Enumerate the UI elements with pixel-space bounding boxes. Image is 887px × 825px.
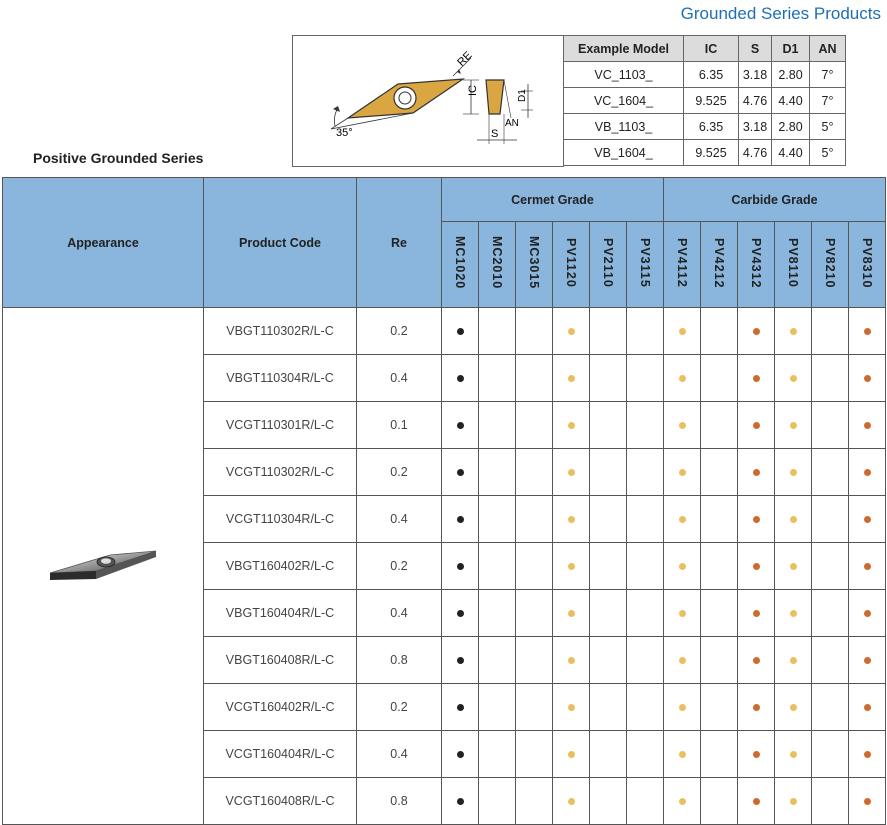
grade-cell [627,637,664,684]
grade-cell [516,731,553,778]
grade-cell [775,731,812,778]
grade-cell [775,637,812,684]
grade-header [701,222,738,308]
gold-dot-icon [790,610,797,617]
grade-label: MC2010 [490,236,504,290]
grade-cell [812,543,849,590]
grade-header [775,222,812,308]
product-code-cell: VCGT160402R/L-C [204,684,357,731]
copper-dot-icon [864,328,871,335]
product-code-cell: VBGT110304R/L-C [204,355,357,402]
appearance-cell [3,308,204,825]
grade-cell [738,449,775,496]
copper-dot-icon [753,469,760,476]
re-cell: 0.8 [357,778,442,825]
insert-dimension-diagram [292,35,564,167]
spec-cell: 4.76 [739,140,772,166]
black-dot-icon [457,610,464,617]
grade-cell [442,684,479,731]
grade-cell [849,731,886,778]
re-cell: 0.2 [357,684,442,731]
copper-dot-icon [864,657,871,664]
spec-header-row [564,36,846,62]
grade-label: PV1120 [564,238,578,288]
grade-cell [442,637,479,684]
product-code-cell: VBGT160402R/L-C [204,543,357,590]
gold-dot-icon [679,563,686,570]
angle-label: 35° [336,127,353,139]
grade-cell [775,355,812,402]
grade-cell [812,778,849,825]
copper-dot-icon [753,375,760,382]
gold-dot-icon [568,516,575,523]
header-row-groups [3,178,886,222]
grade-cell [627,496,664,543]
spec-cell: VC_1103_ [564,62,684,88]
grade-cell [775,402,812,449]
grade-cell [479,308,516,355]
grade-cell [701,590,738,637]
grade-cell [738,684,775,731]
grade-cell [775,543,812,590]
spec-row [564,88,846,114]
copper-dot-icon [864,798,871,805]
black-dot-icon [457,328,464,335]
gold-dot-icon [568,375,575,382]
product-code-cell: VCGT110301R/L-C [204,402,357,449]
grade-cell [627,731,664,778]
gold-dot-icon [568,422,575,429]
grade-header [627,222,664,308]
spec-header: D1 [772,36,810,62]
spec-row [564,114,846,140]
grade-cell [812,496,849,543]
re-cell: 0.2 [357,449,442,496]
spec-cell: VB_1604_ [564,140,684,166]
grade-cell [553,731,590,778]
grade-cell [553,496,590,543]
copper-dot-icon [753,657,760,664]
spec-row [564,62,846,88]
grade-cell [664,684,701,731]
grade-cell [738,496,775,543]
grade-cell [516,355,553,402]
grade-cell [738,308,775,355]
grade-cell [479,731,516,778]
grade-cell [590,684,627,731]
grade-cell [775,449,812,496]
grade-cell [479,778,516,825]
re-cell: 0.4 [357,496,442,543]
re-header: Re [357,178,442,308]
grade-label: MC1020 [453,236,467,290]
grade-cell [738,637,775,684]
gold-dot-icon [568,469,575,476]
spec-header: IC [684,36,739,62]
grade-cell [479,684,516,731]
grade-cell [590,308,627,355]
grade-cell [442,355,479,402]
grade-cell [701,778,738,825]
grade-cell [849,778,886,825]
gold-dot-icon [790,798,797,805]
black-dot-icon [457,798,464,805]
copper-dot-icon [753,516,760,523]
product-code-cell: VCGT160408R/L-C [204,778,357,825]
grade-cell [590,637,627,684]
product-code-cell: VBGT110302R/L-C [204,308,357,355]
spec-cell: 4.76 [739,88,772,114]
spec-cell: 9.525 [684,88,739,114]
grade-cell [738,543,775,590]
grade-cell [664,590,701,637]
grade-label: PV2110 [601,238,615,288]
grade-cell [738,355,775,402]
grade-cell [627,543,664,590]
grade-cell [516,496,553,543]
black-dot-icon [457,516,464,523]
grade-cell [812,731,849,778]
gold-dot-icon [679,375,686,382]
grade-cell [627,590,664,637]
gold-dot-icon [679,328,686,335]
grade-cell [516,637,553,684]
spec-cell: VB_1103_ [564,114,684,140]
grade-cell [590,355,627,402]
grade-cell [516,590,553,637]
grade-cell [516,778,553,825]
grade-cell [664,308,701,355]
gold-dot-icon [568,610,575,617]
grade-cell [849,637,886,684]
grade-cell [812,590,849,637]
grade-cell [590,402,627,449]
copper-dot-icon [864,610,871,617]
copper-dot-icon [864,751,871,758]
gold-dot-icon [679,798,686,805]
spec-cell: 7° [810,88,846,114]
grade-cell [664,496,701,543]
grade-cell [553,308,590,355]
copper-dot-icon [864,516,871,523]
grade-cell [479,543,516,590]
grade-cell [849,684,886,731]
re-cell: 0.4 [357,731,442,778]
gold-dot-icon [679,422,686,429]
grade-cell [812,355,849,402]
grade-cell [812,684,849,731]
table-row [3,308,886,355]
grade-cell [627,308,664,355]
grade-cell [701,637,738,684]
grade-cell [812,637,849,684]
gold-dot-icon [790,704,797,711]
grade-cell [553,684,590,731]
spec-cell: VC_1604_ [564,88,684,114]
grade-header [516,222,553,308]
copper-dot-icon [864,469,871,476]
grade-cell [664,402,701,449]
grade-cell [664,355,701,402]
spec-row [564,140,846,166]
spec-cell: 4.40 [772,88,810,114]
grade-cell [627,684,664,731]
grade-cell [701,449,738,496]
gold-dot-icon [790,422,797,429]
section-title: Positive Grounded Series [33,150,204,166]
gold-dot-icon [790,516,797,523]
grade-cell [775,590,812,637]
grade-label: PV4312 [749,237,763,289]
grade-cell [442,590,479,637]
grade-cell [664,731,701,778]
grade-cell [849,590,886,637]
gold-dot-icon [568,798,575,805]
spec-cell: 6.35 [684,62,739,88]
grade-cell [701,355,738,402]
grade-header [590,222,627,308]
grade-label: MC3015 [527,236,541,290]
grade-cell [701,731,738,778]
grade-cell [738,731,775,778]
re-cell: 0.1 [357,402,442,449]
d1-label: D1 [517,89,528,102]
grade-label: PV8110 [786,238,800,288]
grade-cell [553,778,590,825]
grade-cell [738,402,775,449]
grade-cell [553,449,590,496]
gold-dot-icon [790,657,797,664]
gold-dot-icon [679,657,686,664]
grade-cell [775,778,812,825]
grade-cell [849,308,886,355]
spec-header: S [739,36,772,62]
grade-cell [849,402,886,449]
grade-cell [627,355,664,402]
gold-dot-icon [790,469,797,476]
copper-dot-icon [753,610,760,617]
grade-cell [516,449,553,496]
grade-cell [479,637,516,684]
product-code-cell: VBGT160404R/L-C [204,590,357,637]
gold-dot-icon [679,516,686,523]
grade-cell [479,449,516,496]
grade-cell [553,637,590,684]
grade-cell [738,778,775,825]
spec-cell: 6.35 [684,114,739,140]
grade-header [812,222,849,308]
grade-cell [664,778,701,825]
gold-dot-icon [790,563,797,570]
spec-cell: 4.40 [772,140,810,166]
grade-cell [775,308,812,355]
grade-cell [442,402,479,449]
gold-dot-icon [790,328,797,335]
grade-header [479,222,516,308]
copper-dot-icon [864,422,871,429]
grade-cell [849,496,886,543]
grade-cell [701,496,738,543]
product-code-cell: VCGT110302R/L-C [204,449,357,496]
copper-dot-icon [864,704,871,711]
spec-cell: 3.18 [739,114,772,140]
grade-cell [479,355,516,402]
grade-cell [849,355,886,402]
copper-dot-icon [753,798,760,805]
grade-label: PV4212 [712,237,726,289]
copper-dot-icon [753,751,760,758]
black-dot-icon [457,563,464,570]
black-dot-icon [457,422,464,429]
grade-cell [627,778,664,825]
insert-drawing [293,36,563,166]
grade-cell [553,355,590,402]
grade-header [442,222,479,308]
grade-cell [553,543,590,590]
grade-cell [590,449,627,496]
black-dot-icon [457,469,464,476]
grade-cell [812,308,849,355]
re-label: RE [455,49,475,69]
spec-cell: 3.18 [739,62,772,88]
gold-dot-icon [679,610,686,617]
grade-cell [516,684,553,731]
spec-header: AN [810,36,846,62]
spec-cell: 9.525 [684,140,739,166]
grade-cell [664,543,701,590]
spec-cell: 5° [810,140,846,166]
grade-cell [442,449,479,496]
gold-dot-icon [568,328,575,335]
insert-image [48,545,158,585]
grade-cell [849,449,886,496]
spec-cell: 2.80 [772,114,810,140]
insert-hole-inner [399,92,411,104]
carbide-grade-header: Carbide Grade [664,178,886,222]
product-code-header: Product Code [204,178,357,308]
grade-cell [442,496,479,543]
grade-cell [590,778,627,825]
grade-cell [516,543,553,590]
grade-header [553,222,590,308]
black-dot-icon [457,375,464,382]
insert-side-view [486,80,504,114]
grade-cell [701,308,738,355]
gold-dot-icon [568,704,575,711]
grade-label: PV8310 [860,237,874,289]
grade-cell [590,590,627,637]
grade-cell [590,543,627,590]
grade-label: PV8210 [823,237,837,289]
grade-cell [775,496,812,543]
re-cell: 0.2 [357,308,442,355]
black-dot-icon [457,657,464,664]
grade-cell [479,590,516,637]
grade-cell [590,496,627,543]
grade-cell [849,543,886,590]
gold-dot-icon [679,704,686,711]
gold-dot-icon [568,563,575,570]
grade-cell [701,543,738,590]
gold-dot-icon [679,751,686,758]
grade-cell [553,402,590,449]
grade-cell [701,402,738,449]
re-cell: 0.4 [357,355,442,402]
cermet-grade-header: Cermet Grade [442,178,664,222]
copper-dot-icon [864,375,871,382]
grade-cell [664,637,701,684]
copper-dot-icon [753,328,760,335]
grade-cell [627,402,664,449]
copper-dot-icon [753,422,760,429]
grade-label: PV3115 [638,238,652,288]
grade-cell [479,402,516,449]
gold-dot-icon [679,469,686,476]
grade-cell [442,543,479,590]
black-dot-icon [457,751,464,758]
grade-header [738,222,775,308]
grade-cell [664,449,701,496]
grade-label: PV4112 [675,238,689,288]
product-code-cell: VBGT160408R/L-C [204,637,357,684]
appearance-header: Appearance [3,178,204,308]
gold-dot-icon [568,657,575,664]
gold-dot-icon [568,751,575,758]
page-title: Grounded Series Products [680,4,881,23]
grade-cell [442,731,479,778]
spec-cell: 2.80 [772,62,810,88]
grade-cell [812,402,849,449]
grade-cell [553,590,590,637]
black-dot-icon [457,704,464,711]
copper-dot-icon [864,563,871,570]
gold-dot-icon [790,375,797,382]
copper-dot-icon [753,704,760,711]
grade-cell [627,449,664,496]
grade-cell [775,684,812,731]
spec-cell: 7° [810,62,846,88]
grade-cell [590,731,627,778]
spec-cell: 5° [810,114,846,140]
product-table [2,177,886,825]
grade-cell [479,496,516,543]
grade-cell [738,590,775,637]
re-cell: 0.8 [357,637,442,684]
copper-dot-icon [753,563,760,570]
ic-label: IC [467,85,479,96]
product-code-cell: VCGT110304R/L-C [204,496,357,543]
grade-cell [516,402,553,449]
grade-cell [701,684,738,731]
gold-dot-icon [790,751,797,758]
spec-header: Example Model [564,36,684,62]
grade-header [664,222,701,308]
grade-cell [442,778,479,825]
grade-header [849,222,886,308]
grade-cell [516,308,553,355]
s-label: S [491,128,499,140]
re-cell: 0.2 [357,543,442,590]
product-code-cell: VCGT160404R/L-C [204,731,357,778]
re-cell: 0.4 [357,590,442,637]
an-label: AN [505,118,519,129]
spec-table [563,35,846,166]
grade-cell [442,308,479,355]
grade-cell [812,449,849,496]
